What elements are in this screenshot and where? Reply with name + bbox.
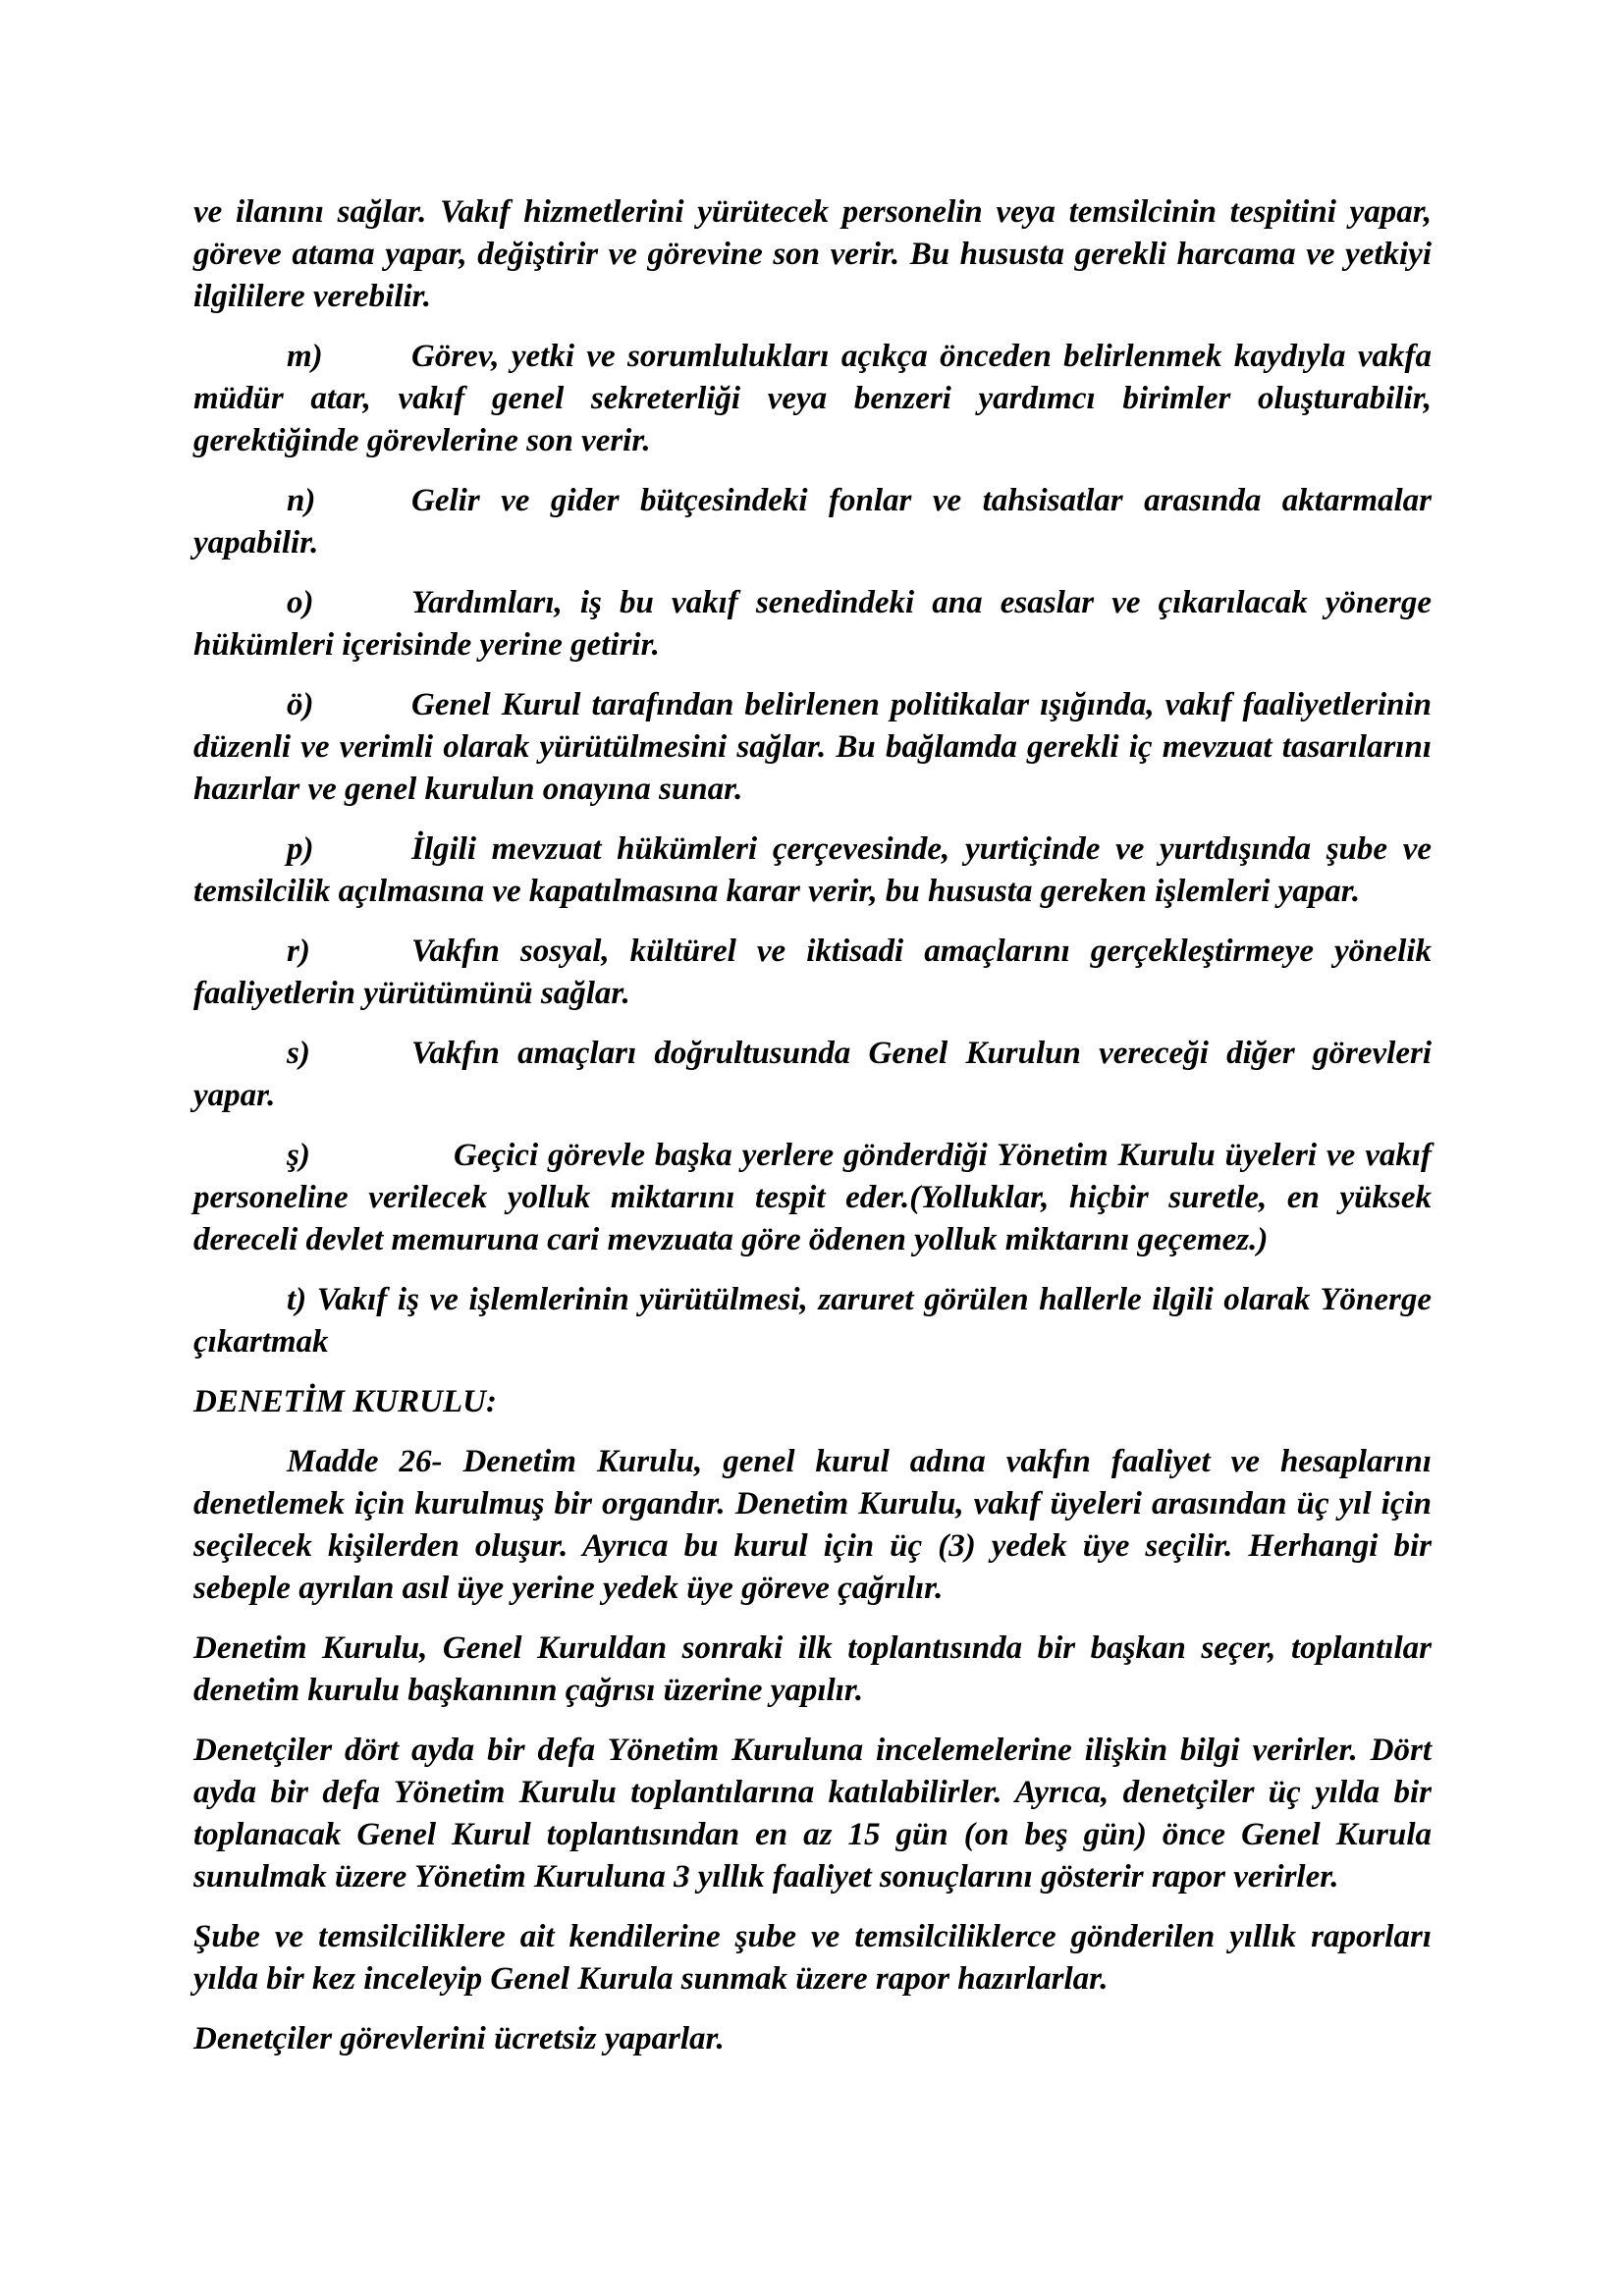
- paragraph-denetciler-bilgi: Denetçiler dört ayda bir defa Yönetim Kuruluna incelemelerine ilişkin bilgi verirler. Dört ayda bir defa Yönetim Kurulu toplantılarına katılabilirler. Ayrıca, denetçiler üç yılda bir toplanacak Genel Kurul toplantısından en az 15 gün (on beş gün) önce Genel Kurula sunulmak üzere Yönetim Kuruluna 3 yıllık faaliyet sonuçlarını gösterir rapor verirler.: [193, 1733, 1432, 1895]
- clause-text-oe: Genel Kurul tarafından belirlenen politikalar ışığında, vakıf faaliyetlerinin düzenli ve verimli olarak yürütülmesini sağlar. Bu bağlamda gerekli iç mevzuat tasarılarını hazırlar ve genel kurulun onayına sunar.: [193, 687, 1432, 807]
- paragraph-denetim-baskan: Denetim Kurulu, Genel Kuruldan sonraki ilk toplantısında bir başkan seçer, toplantılar denetim kurulu başkanının çağrısı üzerine yapılır.: [193, 1630, 1432, 1708]
- clause-text-s: Vakfın amaçları doğrultusunda Genel Kurulun vereceği diğer görevleri yapar.: [193, 1036, 1432, 1113]
- paragraph-denetciler-ucretsiz: Denetçiler görevlerini ücretsiz yaparlar.: [193, 2021, 725, 2056]
- clause-letter-sh: ş): [287, 1138, 310, 1173]
- clause-text-r: Vakfın sosyal, kültürel ve iktisadi amaçlarını gerçekleştirmeye yönelik faaliyetlerin yürütümünü sağlar.: [193, 934, 1432, 1011]
- clause-item-o: [193, 582, 1432, 667]
- clause-letter-s: s): [287, 1036, 310, 1071]
- paragraph-madde-26: Madde 26- Denetim Kurulu, genel kurul adına vakfın faaliyet ve hesaplarını denetlemek için kurulmuş bir organdır. Denetim Kurulu, vakıf üyeleri arasından üç yıl için seçilecek kişilerden oluşur. Ayrıca bu kurul için üç (3) yedek üye seçilir. Herhangi bir sebeple ayrılan asıl üye yerine yedek üye göreve çağrılır.: [193, 1444, 1432, 1606]
- clause-letter-p: p): [287, 831, 314, 867]
- clause-text-sh: Geçici görevle başka yerlere gönderdiği Yönetim Kurulu üyeleri ve vakıf personeline verilecek yolluk miktarını tespit eder.(Yolluklar, hiçbir suretle, en yüksek dereceli devlet memuruna cari mevzuata göre ödenen yolluk miktarını geçemez.): [193, 1138, 1432, 1257]
- clause-letter-r: r): [287, 934, 310, 969]
- clause-item-oe: [193, 684, 1432, 811]
- clause-text-n: Gelir ve gider bütçesindeki fonlar ve tahsisatlar arasında aktarmalar yapabilir.: [193, 483, 1432, 561]
- clause-item-r: [193, 931, 1432, 1015]
- clause-letter-oe: ö): [287, 687, 314, 722]
- clause-text-o: Yardımları, iş bu vakıf senedindeki ana esaslar ve çıkarılacak yönerge hükümleri içerisinde yerine getirir.: [193, 585, 1432, 663]
- paragraph-continuation: ve ilanını sağlar. Vakıf hizmetlerini yürütecek personelin veya temsilcinin tespitini yapar, göreve atama yapar, değiştirir ve görevine son verir. Bu hususta gerekli harcama ve yetkiyi ilgililere verebilir.: [193, 194, 1432, 314]
- paragraph-sube-raporlar: Şube ve temsilciliklere ait kendilerine şube ve temsilciliklerce gönderilen yıllık raporları yılda bir kez inceleyip Genel Kurula sunmak üzere rapor hazırlarlar.: [193, 1919, 1432, 1997]
- clause-text-m: Görev, yetki ve sorumlulukları açıkça önceden belirlenmek kaydıyla vakfa müdür atar, vakıf genel sekreterliği veya benzeri yardımcı birimler oluşturabilir, gerektiğinde görevlerine son verir.: [193, 339, 1432, 458]
- clause-letter-m: m): [287, 339, 323, 374]
- clause-item-t: t) Vakıf iş ve işlemlerinin yürütülmesi, zaruret görülen hallerle ilgili olarak Yönerge çıkartmak: [193, 1282, 1432, 1360]
- clause-letter-o: o): [287, 585, 314, 620]
- clause-item-n: [193, 480, 1432, 564]
- clause-letter-n: n): [287, 483, 316, 518]
- clause-item-m: [193, 336, 1432, 462]
- clause-item-sh: [193, 1135, 1432, 1261]
- clause-item-s: [193, 1033, 1432, 1117]
- section-heading-denetim-kurulu: DENETİM KURULU:: [193, 1384, 497, 1419]
- clause-text-p: İlgili mevzuat hükümleri çerçevesinde, yurtiçinde ve yurtdışında şube ve temsilcilik açılmasına ve kapatılmasına karar verir, bu hususta gereken işlemleri yapar.: [193, 831, 1432, 909]
- clause-item-p: [193, 828, 1432, 913]
